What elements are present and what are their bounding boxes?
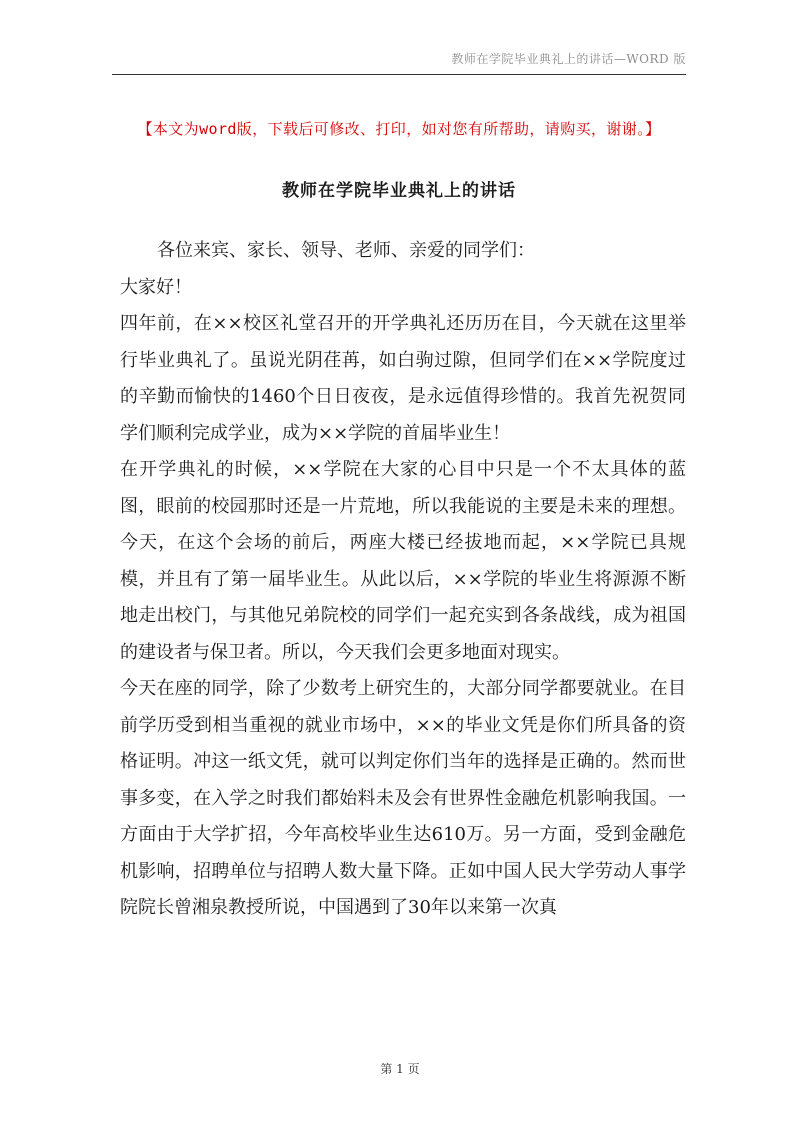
running-header: 教师在学院毕业典礼上的讲话—WORD 版 <box>451 52 686 66</box>
document-body <box>120 233 686 927</box>
greeting-paragraph: 大家好！ <box>120 276 192 298</box>
document-title: 教师在学院毕业典礼上的讲话 <box>282 181 516 201</box>
download-notice: 【本文为word版，下载后可修改、打印，如对您有所帮助，请购买，谢谢。】 <box>137 120 661 138</box>
body-paragraph: 今天在座的同学，除了少数考上研究生的，大部分同学都要就业。在目前学历受到相当重视的就业市场中，××的毕业文凭是你们所具备的资格证明。冲这一纸文凭，就可以判定你们当年的选择是正确的。然而世事多变，在入学之时我们都始料未及会有世界性金融危机影响我国。一方面由于大学扩招，今年高校毕业生达610万。另一方面，受到金融危机影响，招聘单位与招聘人数大量下降。正如中国人民大学劳动人事学院院长曾湘泉教授所说，中国遇到了30年以来第一次真 <box>120 678 686 918</box>
salutation-paragraph: 各位来宾、家长、领导、老师、亲爱的同学们： <box>157 240 535 261</box>
header-divider <box>112 74 686 75</box>
body-paragraph: 在开学典礼的时候，××学院在大家的心目中只是一个不太具体的蓝图，眼前的校园那时还是一片荒地，所以我能说的主要是未来的理想。今天，在这个会场的前后，两座大楼已经拔地而起，××学院已具规模，并且有了第一届毕业生。从此以后，××学院的毕业生将源源不断地走出校门，与其他兄弟院校的同学们一起充实到各条战线，成为祖国的建设者与保卫者。所以，今天我们会更多地面对现实。 <box>120 459 686 663</box>
page-number: 第 1 页 <box>380 1062 420 1076</box>
body-paragraph: 四年前，在××校区礼堂召开的开学典礼还历历在目，今天就在这里举行毕业典礼了。虽说光阴荏苒，如白驹过隙，但同学们在××学院度过的辛勤而愉快的1460个日日夜夜，是永远值得珍惜的。我首先祝贺同学们顺利完成学业，成为××学院的首届毕业生！ <box>120 313 686 444</box>
